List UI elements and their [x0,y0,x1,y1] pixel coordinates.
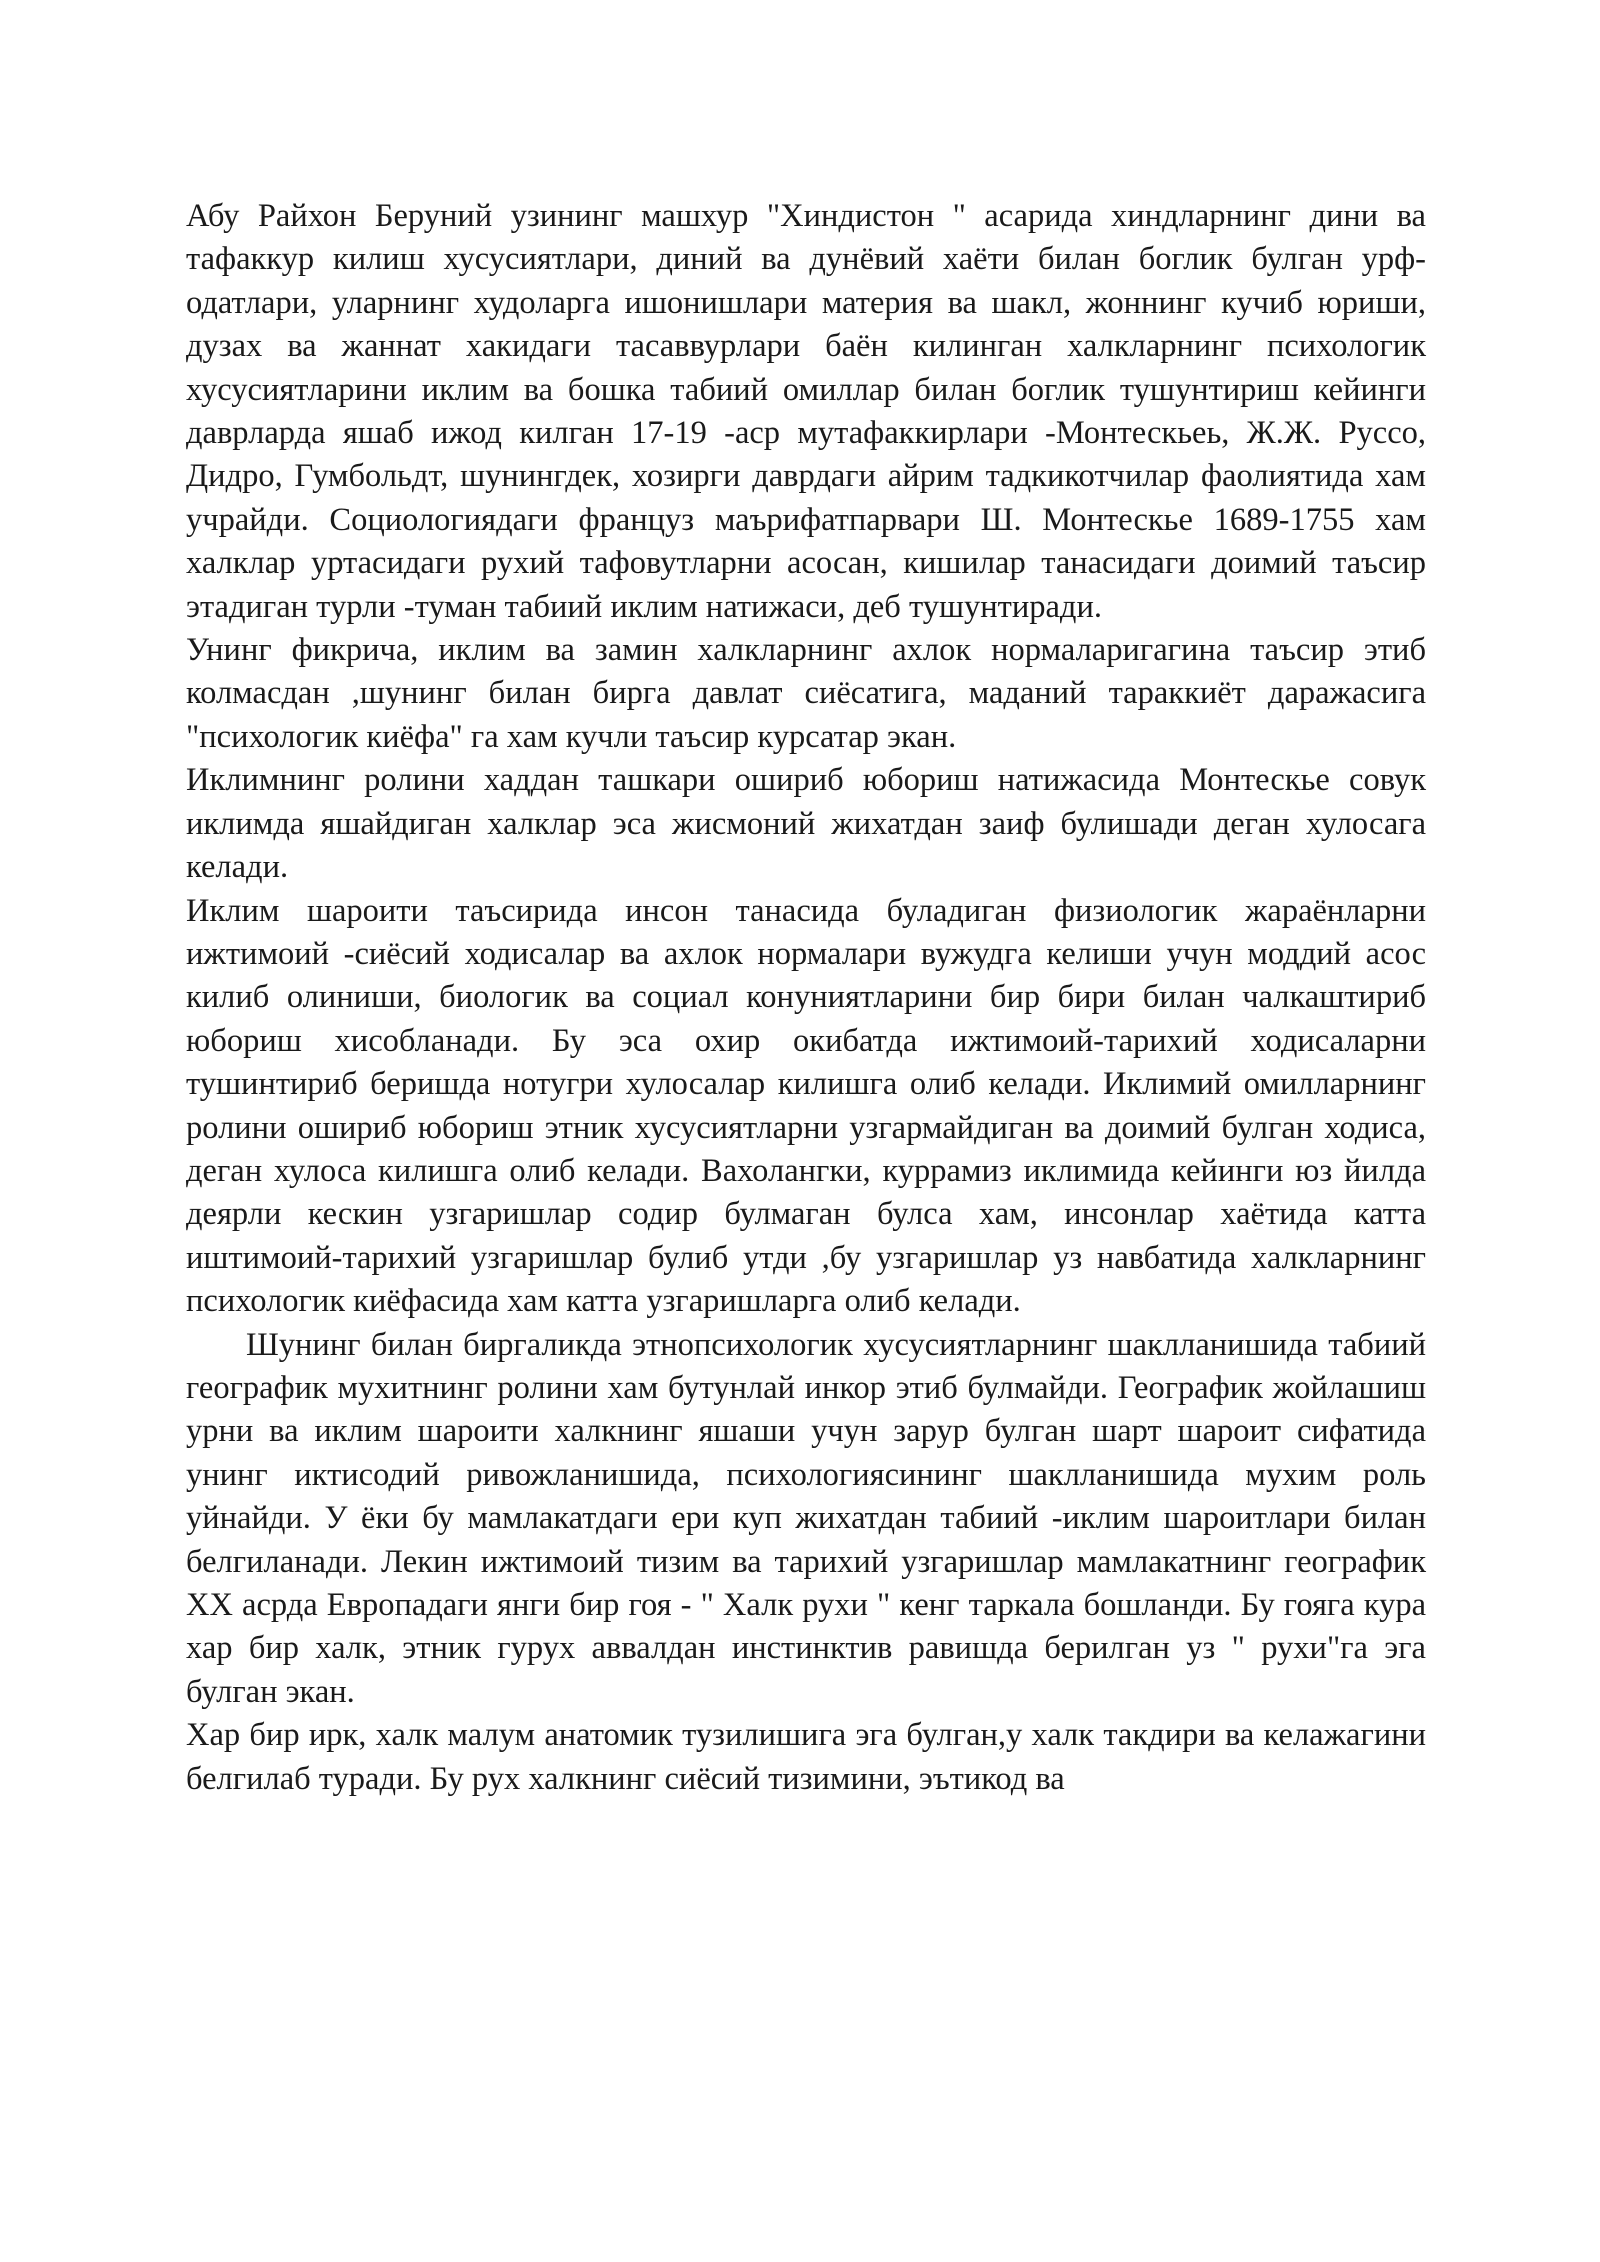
paragraph-3: Иклимнинг ролини хаддан ташкари ошириб юбориш натижасида Монтескье совук иклимда яшайдиган халклар эса жисмоний жихатдан заиф булишади деган хулосага келади. [186,762,1426,886]
document-body [186,195,1426,1801]
paragraph-1: Абу Райхон Беруний узининг машхур "Хиндистон " асарида хиндларнинг дини ва тафаккур килиш хусусиятлари, диний ва дунёвий хаёти билан боглик булган урф-одатлари, уларнинг худоларга ишонишлари материя ва шакл, жоннинг кучиб юриши, дузах ва жаннат хакидаги тасаввурлари баён килинган халкларнинг психологик хусусиятларини иклим ва бошка табиий омиллар билан боглик тушунтириш кейинги даврларда яшаб ижод килган 17-19 -аср мутафаккирлари -Монтескьеь, Ж.Ж. Руссо, Дидро, Гумбольдт, шунингдек, хозирги даврдаги айрим тадкикотчилар фаолиятида хам учрайди. Социологиядаги француз маърифатпарвари Ш. Монтескье 1689-1755 хам халклар уртасидаги рухий тафовутларни асосан, кишилар танасидаги доимий таъсир этадиган турли -туман табиий иклим натижаси, деб тушунтиради. [186,198,1426,625]
paragraph-2: Унинг фикрича, иклим ва замин халкларнинг ахлок нормаларигагина таъсир этиб колмасдан ,шунинг билан бирга давлат сиёсатига, маданий тараккиёт даражасига "психологик киёфа" га хам кучли таъсир курсатар экан. [186,632,1426,755]
paragraph-5: Шунинг билан биргаликда этнопсихологик хусусиятларнинг шаклланишида табиий географик мухитнинг ролини хам бутунлай инкор этиб булмайди. Географик жойлашиш урни ва иклим шароити халкнинг яшаши учун зарур булган шарт шароит сифатида унинг иктисодий ривожланишида, психологиясининг шаклланишида мухим роль уйнайди. У ёки бу мамлакатдаги ери куп жихатдан табиий -иклим шароитлари билан белгиланади. Лекин ижтимоий тизим ва тарихий узгаришлар мамлакатнинг географик XX асрда Европадаги янги бир гоя - " Халк рухи " кенг таркала бошланди. Бу гояга кура хар бир халк, этник гурух аввалдан инстинктив равишда берилган уз " рухи"га эга булган экан. [186,1326,1426,1710]
paragraph-4: Иклим шароити таъсирида инсон танасида буладиган физиологик жараёнларни ижтимоий -сиёсий ходисалар ва ахлок нормалари вужудга келиши учун моддий асос килиб олиниши, биологик ва социал конуниятларини бир бири билан чалкаштириб юбориш хисобланади. Бу эса охир окибатда ижтимоий-тарихий ходисаларни тушинтириб беришда нотугри хулосалар килишга олиб келади. Иклимий омилларнинг ролини ошириб юбориш этник хусусиятларни узгармайдиган ва доимий булган ходиса, деган хулоса килишга олиб келади. Вахолангки, куррамиз иклимида кейинги юз йилда деярли кескин узгаришлар содир булмаган булса хам, инсонлар хаётида катта иштимоий-тарихий узгаришлар булиб утди ,бу узгаришлар уз навбатида халкларнинг психологик киёфасида хам катта узгаришларга олиб келади. [186,892,1426,1320]
paragraph-6: Хар бир ирк, халк малум анатомик тузилишига эга булган,у халк такдири ва келажагини белгилаб туради. Бу рух халкнинг сиёсий тизимини, эътикод ва [186,1717,1426,1797]
